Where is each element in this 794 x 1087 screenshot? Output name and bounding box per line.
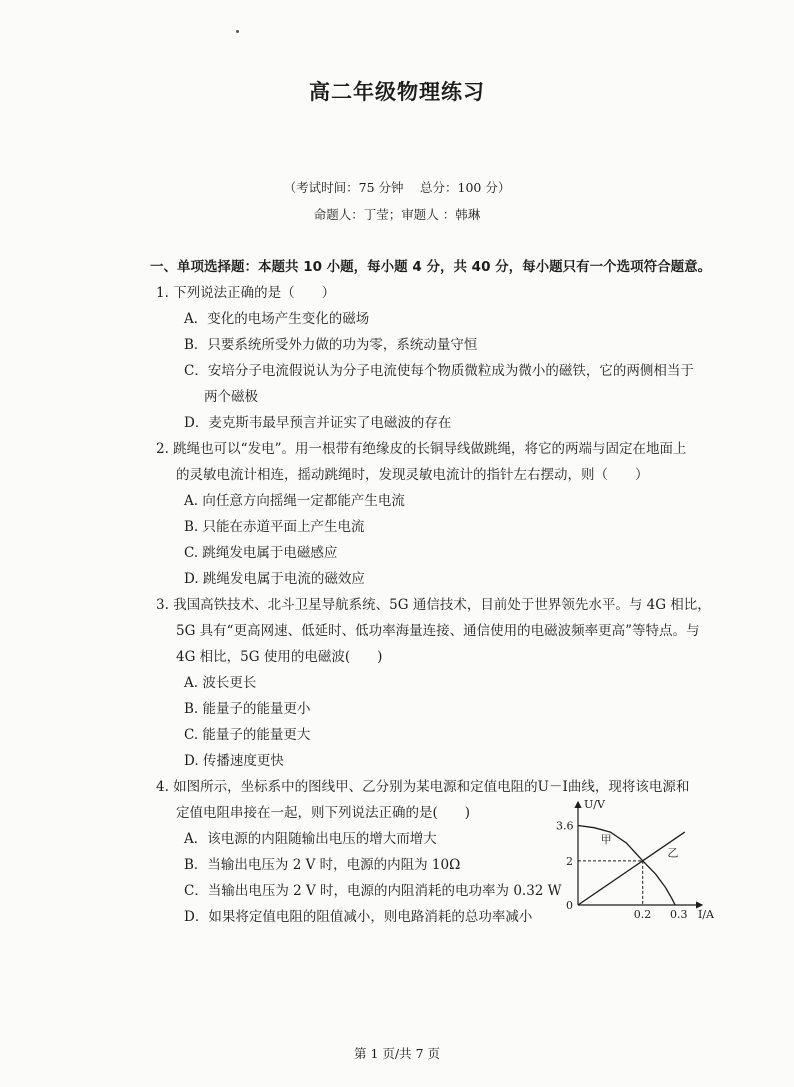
q2-option-a: A. 向任意方向摇绳一定都能产生电流 [184,493,405,509]
q3-stem-line1: 3. 我国高铁技术、北斗卫星导航系统、5G 通信技术，目前处于世界领先水平。与 4G 相比， [156,597,711,613]
q1-option-c-continued: 两个磁极 [204,389,258,405]
chart-x-tick-label: 0.2 [633,908,652,921]
q1-option-a: A．变化的电场产生变化的磁场 [184,311,370,327]
q1-option-c: C．安培分子电流假说认为分子电流使每个物质微粒成为微小的磁铁，它的两侧相当于 [184,363,694,379]
chart-x-tick-label: 0.3 [670,908,688,921]
chart-series-label-jia: 甲 [600,833,612,847]
q3-option-b: B. 能量子的能量更小 [184,701,311,717]
q2-option-d: D. 跳绳发电属于电流的磁效应 [184,571,365,587]
q4-option-b: B．当输出电压为 2 V 时，电源的内阻为 10Ω [184,857,461,873]
chart-series-jia-curve [578,826,675,906]
chart-series-label-yi: 乙 [667,846,679,860]
ui-curve-chart [548,798,718,923]
chart-origin-label: 0 [566,899,573,912]
scan-speck [236,30,239,33]
q3-option-a: A. 波长更长 [184,675,257,691]
authors-line: 命题人：丁莹；审题人 ：韩琳 [313,207,481,222]
q2-option-b: B. 只能在赤道平面上产生电流 [184,519,365,535]
q3-option-c: C. 能量子的能量更大 [184,727,311,743]
q2-stem-line1: 2. 跳绳也可以“发电”。用一根带有绝缘皮的长铜导线做跳绳，将它的两端与固定在地面上 [156,441,687,457]
chart-y-axis-label: U/V [584,798,605,811]
q4-stem-line2: 定值电阻串接在一起，则下列说法正确的是( ) [176,805,471,821]
q1-option-b: B．只要系统所受外力做的功为零，系统动量守恒 [184,337,478,353]
q4-option-d: D．如果将定值电阻的阻值减小，则电路消耗的总功率减小 [184,909,533,925]
q1-stem: 1. 下列说法正确的是（ ） [156,285,336,301]
exam-info: （考试时间：75 分钟 总分：100 分） [283,180,511,195]
chart-y-tick-label: 3.6 [556,819,574,833]
chart-y-tick-label: 2 [566,854,573,868]
chart-svg [548,798,718,923]
q2-option-c: C. 跳绳发电属于电磁感应 [184,545,338,561]
q4-stem-line1: 4. 如图所示，坐标系中的图线甲、乙分别为某电源和定值电阻的U－I曲线，现将该电源和 [156,779,690,795]
section-heading: 一、单项选择题：本题共 10 小题，每小题 4 分，共 40 分，每小题只有一个选项符合题意。 [150,259,712,275]
page-title: 高二年级物理练习 [309,80,485,104]
q1-option-d: D．麦克斯韦最早预言并证实了电磁波的存在 [184,415,452,431]
page-footer: 第 1 页/共 7 页 [353,1046,440,1061]
q4-option-c: C．当输出电压为 2 V 时，电源的内阻消耗的电功率为 0.32 W [184,883,562,899]
q3-stem-line2: 5G 具有“更高网速、低延时、低功率海量连接、通信使用的电磁波频率更高”等特点。与 [176,623,700,639]
q3-stem-line3: 4G 相比，5G 使用的电磁波( ) [176,649,383,665]
q3-option-d: D. 传播速度更快 [184,753,284,769]
q2-stem-line2: 的灵敏电流计相连，摇动跳绳时，发现灵敏电流计的指针左右摆动，则（ ） [176,467,649,483]
q4-option-a: A．该电源的内阻随输出电压的增大而增大 [184,831,437,847]
chart-x-axis-label: I/A [698,908,714,921]
